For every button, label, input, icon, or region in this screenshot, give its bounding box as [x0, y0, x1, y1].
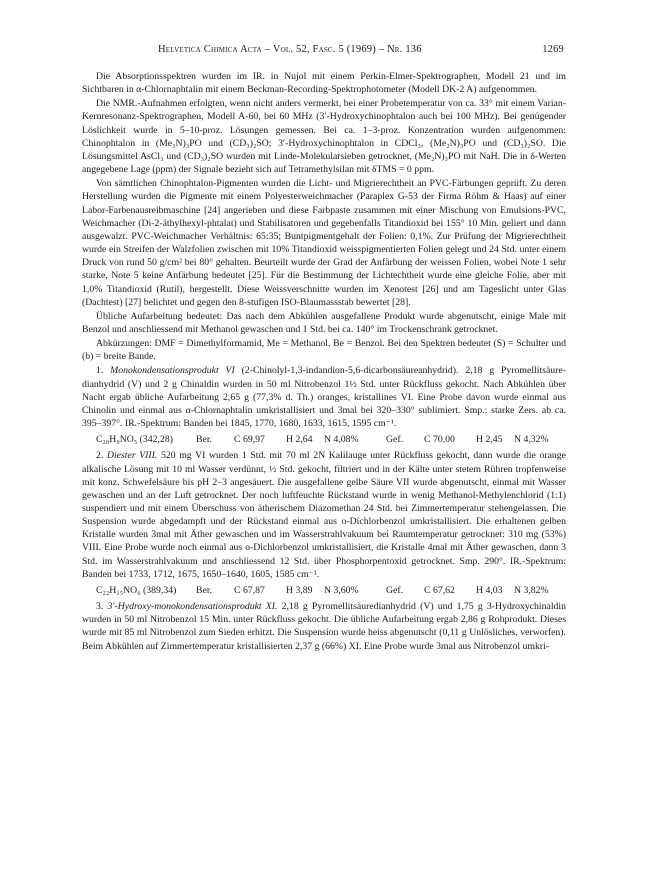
section-number: 1.	[96, 365, 111, 377]
calc-hydrogen: H 3,89	[286, 584, 313, 596]
formula-name: C₂₀H₉NO₅ (342,28)	[96, 434, 173, 446]
paragraph-workup: Übliche Aufarbeitung bedeutet: Das nach dem Abkühlen ausgefallene Produkt wurde abgenutscht, einige Male mit Benzol und anschliessend mit Methanol gewaschen und 1 Std. bei ca. 140° im Trockenschrank getrocknet.	[82, 310, 566, 335]
found-nitrogen: N 3,82%	[514, 584, 549, 596]
paragraph-nmr: Die NMR.-Aufnahmen erfolgten, wenn nicht anders vermerkt, bei einer Probetemperatur von ca. 33° mit einem Varian-Kernresonanz-Spektrographen, Modell A-60, bei 60 MHz (3′-Hydroxychinophtalon auch bei 100 MHz). Bei genügender Löslichkeit wurde in 5–10-proz. Lösungen gemessen. Bei ca. 1–3-proz. Konzentration wurden aufgenommen: Chinophtalon in (Me₃N)₃PO und (CD₃)₂SO; 3′-Hydroxychinophtalon in CDCl₃, (Me₂N)₃PO und (CD₃)₂SO. Die Lösungsmittel AsCl₃ und (CD₃)₂SO wurden mit Linde-Molekularsieben getrocknet, (Me₂N)₃PO mit NaH. Die in δ-Werten angegebene Lage (ppm) der Signale bezieht sich auf Tetramethylsilan mit δTMS = 0 ppm.	[82, 98, 566, 176]
paragraph-pigment-testing: Von sämtlichen Chinophtalon-Pigmenten wurden die Licht- und Migrierechtheit an PVC-Färbungen geprüft. Zu deren Herstellung wurden die Pigmente mit einem Polyesterweichmacher (Paraplex G-53 der Firma Röhm & Haas) auf einer Labor-Farbenausreibmaschine [24] angerieben und diese Farbpaste zusammen mit einer Mischung von Emulsions-PVC, Weichmacher (Di-2-äthylhexyl-phtalat) und Stabilisatoren und gegebenfalls Titandioxid bei 155° 10 Min. geliert und dann ausgewalzt. PVC-Weichmacher Verhältnis: 65:35; Buntpigmentgehalt der Folien: 0,1%. Zur Prüfung der Migrierechtheit wurde ein Streifen der Walzfolien zwischen mit 10% Titandioxid weisspigmentierten Folien gelegt und 24 Std. unter einem Druck von rund 50 g/cm² bei 80° gehalten. Beurteilt wurde der Grad der Anfärbung der weissen Folien, wobei Note 1 sehr starke, Note 5 keine Anfärbung bedeutet [25]. Für die Bestimmung der Lichtechtheit wurde eine gleiche Folie, aber mit 1,0% Titandioxid (Rutil), hergestellt. Diese Weissverschnitte wurden im Xenotest [26] und am Tageslicht unter Glas (Dachtest) [27] belichtet und gegen den 8-stufigen ISO-Blaumassstab bewertet [28].	[82, 178, 566, 308]
page-number: 1269	[542, 44, 564, 55]
calc-label: Ber.	[196, 584, 212, 596]
calc-label: Ber.	[196, 434, 212, 446]
paragraph-compound-vi	[82, 364, 566, 430]
found-hydrogen: H 4,03	[476, 584, 503, 596]
section-text: (2-Chinolyl-1,3-indandion-5,6-dicarbonsäureanhydrid). 2,18 g Pyromellitsäure-dianhydrid (V) und 2 g Chinaldin wurden in 50 ml Nitrobenzol 1½ Std. unter Rückfluss gekocht. Nach Abkühlen über Nacht ergab übliche Aufarbeitung 2,65 g (77,3% d. Th.) oranges, kristallines VI. Eine Probe davon wurde einmal aus Chinolin und einmal aus α-Chlornaphtalin umkristallisiert und 3mal bei 320–330° sublimiert. Smp.: starke Zers. ab ca. 395–397°. IR.-Spektrum: Banden bei 1845, 1770, 1680, 1633, 1615, 1595 cm⁻¹.	[82, 365, 566, 430]
elemental-analysis	[96, 584, 566, 597]
running-header	[116, 44, 564, 55]
section-title: 3′-Hydroxy-monokondensationsprodukt XI.	[107, 601, 278, 613]
section-text: 520 mg VI wurden 1 Std. mit 70 ml 2N Kalilauge unter Rückfluss gekocht, dann wurde die orange alkalische Lösung mit 10 ml Wasser verdünnt, ½ Std. gekocht, filtriert und in der Kälte unter stetem Rühren tropfenweise mit konz. Schwefelsäure bis pH 2–3 angesäuert. Die ausgefallene gelbe Säure VII wurde abgenutscht, einmal mit Wasser gewaschen und an der Luft getrocknet. Der noch luftfeuchte Rückstand wurde in wenig Methanol-Methylenchlorid (1:1) suspendiert und mit einem Überschuss von ätherischem Diazomethan 24 Std. bei Zimmertemperatur stehengelassen. Die Suspension wurde abgedampft und der Rückstand einmal aus o-Dichlorbenzol umkristallisiert. Die erhaltenen gelben Kristalle wurden 3mal mit Äther gewaschen und im Wasserstrahlvakuum bei Raumtemperatur getrocknet: 310 mg (53%) VIII. Eine Probe wurde noch einmal aus o-Dichlorbenzol umkristallisiert, die Kristalle 4mal mit Äther gewaschen, dann 3 Std. im Wasserstrahlvakuum und anschliessend 12 Std. über Phosphorpentoxid getrocknet. Smp. 290°. IR.-Spektrum: Banden bei 1733, 1712, 1675, 1650–1640, 1605, 1585 cm⁻¹.	[82, 450, 566, 580]
section-number: 2.	[96, 450, 107, 462]
paragraph-diester-viii	[82, 449, 566, 581]
found-label: Gef.	[386, 584, 404, 596]
calc-nitrogen: N 3,60%	[324, 584, 359, 596]
paragraph-abbreviations: Abkürzungen: DMF = Dimethylformamid, Me = Methanol, Be = Benzol. Bei den Spektren bedeutet (S) = Schulter und (b) = breite Bande.	[82, 338, 566, 363]
paragraph-ir-spectra: Die Absorptionsspektren wurden im IR. in Nujol mit einem Perkin-Elmer-Spektrographen, Modell 21 und im Sichtbaren in α-Chlornaphtalin mit einem Beckman-Recording-Spektrophotometer (Modell DK-2 A) aufgenommen.	[82, 71, 566, 96]
found-nitrogen: N 4,32%	[514, 434, 549, 446]
calc-carbon: C 67,87	[234, 584, 265, 596]
section-title: Monokondensationsprodukt VI	[110, 365, 235, 377]
found-label: Gef.	[386, 434, 404, 446]
journal-title: Helvetica Chimica Acta – Vol. 52, Fasc. 5 (1969) – Nr. 136	[158, 44, 422, 55]
section-title: Diester VIII.	[106, 450, 158, 462]
found-carbon: C 67,62	[424, 584, 455, 596]
found-hydrogen: H 2,45	[476, 434, 503, 446]
found-carbon: C 70,00	[424, 434, 455, 446]
paragraph-compound-xi	[82, 600, 566, 653]
calc-hydrogen: H 2,64	[286, 434, 313, 446]
section-number: 3.	[96, 601, 108, 613]
section-text: 2,18 g Pyromellitsäuredianhydrid (V) und 1,75 g 3-Hydroxychinaldin wurden in 50 ml Nitrobenzol 15 Min. unter Rückfluss gekocht. Die übliche Aufarbeitung ergab 2,86 g Rohprodukt. Dieses wurde mit 85 ml Nitrobenzol zum Sieden erhitzt. Die Suspension wurde heiss abgenutscht (0,11 g Unlösliches, verworfen). Beim Abkühlen auf Zimmertemperatur kristallisierten 2,37 g (66%) XI. Eine Probe wurde 3mal aus Nitrobenzol umkri-	[82, 601, 566, 652]
article-body	[82, 70, 566, 654]
calc-nitrogen: N 4,08%	[324, 434, 359, 446]
elemental-analysis	[96, 433, 566, 446]
formula-name: C₂₂H₁₅NO₆ (389,34)	[96, 584, 177, 596]
calc-carbon: C 69,97	[234, 434, 265, 446]
